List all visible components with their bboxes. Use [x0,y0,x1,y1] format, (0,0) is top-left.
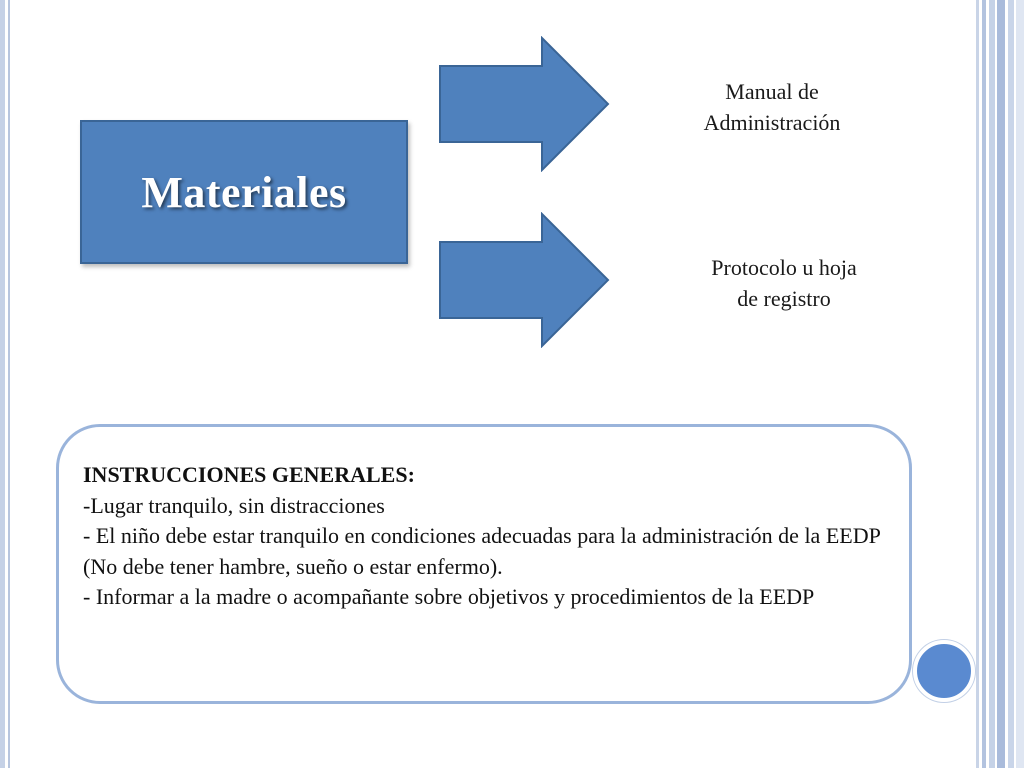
instructions-panel [56,424,912,704]
materiales-box [80,120,408,264]
decor-circle [913,640,975,702]
left-decor-stripe [8,0,10,768]
arrow-right-icon [438,212,610,348]
branch-label-line: Administración [703,110,841,135]
instructions-title: INSTRUCCIONES GENERALES: [83,462,415,487]
right-decor-stripe [976,0,979,768]
right-decor-stripe [997,0,1005,768]
branch-label-line: Protocolo u hoja [711,255,857,280]
branch-label-line: Manual de [725,79,819,104]
materiales-label: Materiales [141,167,347,217]
branch-label-protocolo [672,252,896,314]
right-decor-stripe [1016,0,1024,768]
right-decor-stripe [1008,0,1014,768]
right-decor-stripe [982,0,986,768]
branch-label-manual [660,76,884,138]
left-decor-stripe [0,0,5,768]
instruction-line: - El niño debe estar tranquilo en condiciones adecuadas para la administración de la EEDP (No debe tener hambre, sueño o estar enfermo). [83,523,881,579]
right-decor-stripe [989,0,995,768]
branch-label-line: de registro [737,286,831,311]
instructions-text [83,460,883,613]
arrow-right-icon [438,36,610,172]
instruction-line: - Informar a la madre o acompañante sobre objetivos y procedimientos de la EEDP [83,584,815,609]
instruction-line: -Lugar tranquilo, sin distracciones [83,492,385,518]
